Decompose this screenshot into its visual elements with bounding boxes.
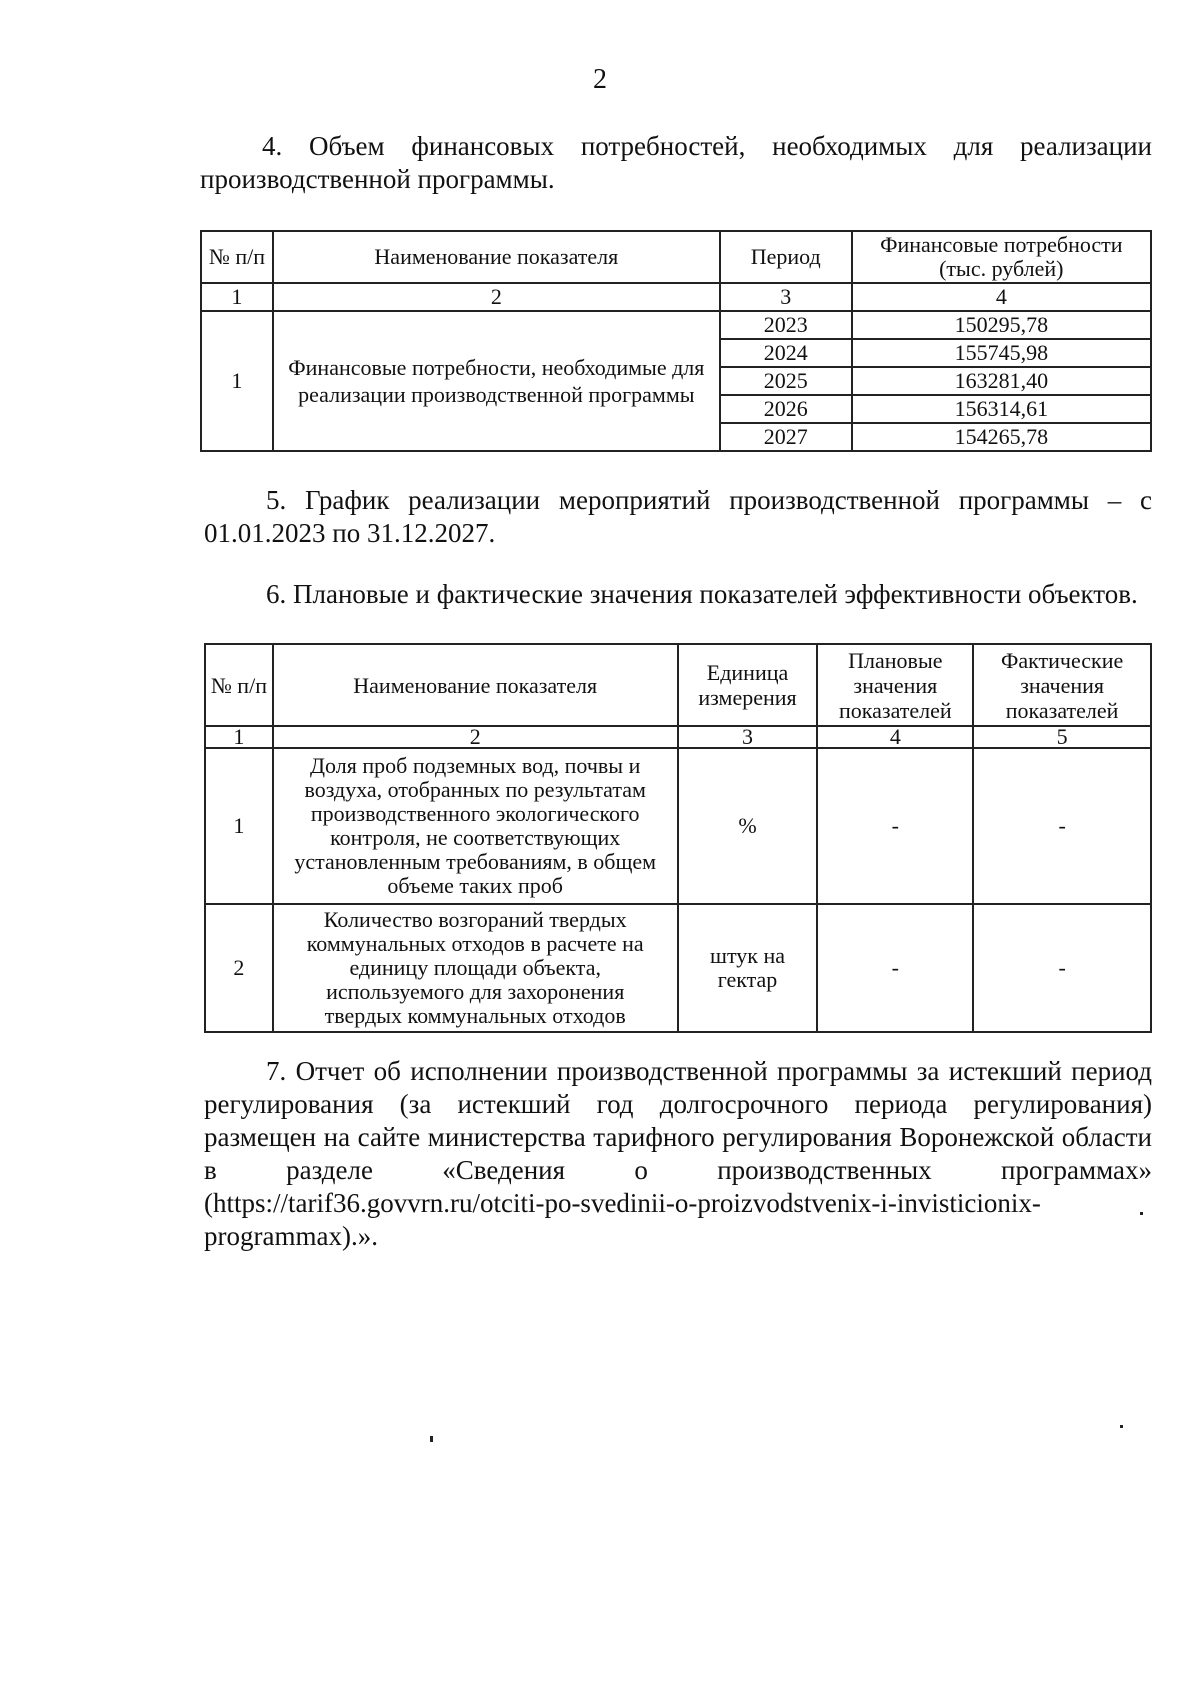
- period-year: 2023: [720, 311, 852, 339]
- indicator-name: Финансовые потребности, необходимые для реализации производственной программы: [273, 311, 720, 451]
- section-5-text: 5. График реализации мероприятий производственной программы – с 01.01.2023 по 31.12.2027.: [204, 485, 1152, 548]
- index-cell: 1: [201, 283, 273, 311]
- page-number: 2: [593, 64, 607, 95]
- table-header-row: [201, 231, 1151, 283]
- row-number: 1: [201, 311, 273, 451]
- index-cell: 1: [205, 726, 273, 748]
- header-financial-needs: Финансовые потребности (тыс. рублей): [852, 231, 1151, 283]
- table-index-row: [201, 283, 1151, 311]
- header-unit: Единица измерения: [678, 644, 818, 726]
- header-period: Период: [720, 231, 852, 283]
- header-actual: Фактические значения показателей: [973, 644, 1151, 726]
- period-value: 155745,98: [852, 339, 1151, 367]
- header-number: № п/п: [205, 644, 273, 726]
- period-year: 2026: [720, 395, 852, 423]
- period-value: 163281,40: [852, 367, 1151, 395]
- index-cell: 5: [973, 726, 1151, 748]
- section-4-heading: 4. Объем финансовых потребностей, необходимых для реализации производственной программы.: [200, 131, 1152, 194]
- index-cell: 2: [273, 726, 678, 748]
- period-value: 150295,78: [852, 311, 1151, 339]
- actual-value: -: [973, 748, 1151, 904]
- index-cell: 4: [852, 283, 1151, 311]
- period-year: 2027: [720, 423, 852, 451]
- index-cell: 4: [817, 726, 973, 748]
- unit: %: [678, 748, 818, 904]
- scan-mark: [1120, 1425, 1123, 1428]
- index-cell: 3: [678, 726, 818, 748]
- index-cell: 2: [273, 283, 720, 311]
- index-cell: 3: [720, 283, 852, 311]
- period-value: 154265,78: [852, 423, 1151, 451]
- row-number: 1: [205, 748, 273, 904]
- header-number: № п/п: [201, 231, 273, 283]
- section-7-text: 7. Отчет об исполнении производственной программы за истекший период регулирования (за истекший год долгосрочного периода регулирования) размещен на сайте министерства тарифного регулирования Воронежской области в разделе «Сведения о производственных программах» (https://tarif36.govvrn.ru/otciti-po-svedinii-o-proizvodstvenix-i-invisticionix-programmax).».: [204, 1056, 1152, 1251]
- period-value: 156314,61: [852, 395, 1151, 423]
- unit: штук на гектар: [678, 904, 818, 1032]
- scan-mark: [1140, 1212, 1143, 1215]
- actual-value: -: [973, 904, 1151, 1032]
- table-header-row: [205, 644, 1151, 726]
- planned-value: -: [817, 904, 973, 1032]
- indicator-name: Доля проб подземных вод, почвы и воздуха, отобранных по результатам производственного экологического контроля, не соответствующих установленным требованиям, в общем объеме таких проб: [273, 748, 678, 904]
- period-year: 2024: [720, 339, 852, 367]
- header-indicator: Наименование показателя: [273, 231, 720, 283]
- table-index-row: [205, 726, 1151, 748]
- table-row: [205, 748, 1151, 904]
- row-number: 2: [205, 904, 273, 1032]
- table-row: [205, 904, 1151, 1032]
- table-row: [201, 311, 1151, 339]
- financial-needs-table: [200, 230, 1152, 452]
- header-planned: Плановые значения показателей: [817, 644, 973, 726]
- efficiency-indicators-table: [204, 643, 1152, 1033]
- scan-mark: [430, 1436, 433, 1442]
- indicator-name: Количество возгораний твердых коммунальных отходов в расчете на единицу площади объекта, используемого для захоронения твердых коммунальных отходов: [273, 904, 678, 1032]
- header-indicator: Наименование показателя: [273, 644, 678, 726]
- period-year: 2025: [720, 367, 852, 395]
- section-6-heading: 6. Плановые и фактические значения показателей эффективности объектов.: [266, 579, 1138, 609]
- planned-value: -: [817, 748, 973, 904]
